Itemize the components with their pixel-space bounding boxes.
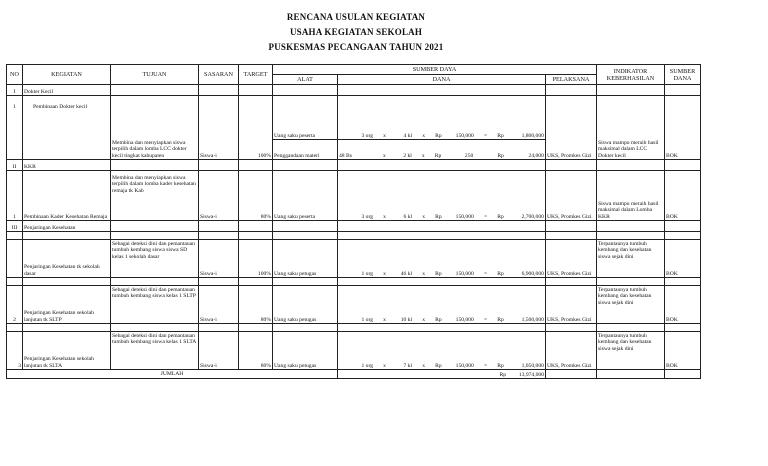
calc-eq: =: [483, 213, 488, 220]
calc-x: x: [383, 152, 386, 159]
row-tujuan: Membina dan menyiapkan siswa terpilih dalam lomba LCC dokter kecil tingkat kabupaten: [111, 96, 199, 160]
row-tujuan: Sebagai deteksi dini dan pemantauan tumbuh kembang siswa kelas 1 SLTP: [111, 286, 199, 324]
header-sumber-daya: SUMBER DAYA: [273, 65, 597, 75]
row-tujuan: Membina dan menyiapkan siswa terpilih dalam lomba kader kesehatan remaja tk Kab: [111, 171, 199, 221]
row-pelaksana: UKS, Promkes Gizi: [546, 286, 597, 324]
section-label: KKR: [23, 160, 111, 171]
header-dana: DANA: [338, 75, 546, 85]
document-title-block: [0, 10, 712, 55]
table-row: [7, 286, 701, 324]
table-row: [7, 240, 701, 278]
row-tujuan: Sebagai deteksi dini dan pemantauan tumbuh kembang siswa siswa SD kelas 1 sekolah dasar: [111, 240, 199, 278]
total-rp: Rp: [499, 371, 506, 378]
calc-qty: 3 org: [361, 132, 373, 139]
row-alat: Uang saku peserta: [273, 171, 338, 221]
calc-rp: Rp: [497, 213, 504, 220]
row-sasaran: Siswa-i: [199, 96, 239, 160]
row-number: [7, 240, 23, 278]
row-alat: Uang saku petugas: [273, 332, 338, 370]
calc-rp: Rp: [435, 132, 442, 139]
calc-price: 150,000: [455, 270, 474, 277]
section-row: [7, 160, 701, 171]
calc-x: x: [422, 316, 426, 323]
row-indikator: Terpantaunya tumbuh kembang dan kesehatan siswa sejak dini: [597, 286, 665, 324]
row-target: 80%: [239, 286, 273, 324]
calc-eq: =: [483, 270, 488, 277]
row-indikator: Terpantaunya tumbuh kembang dan kesehatan siswa sejak dini: [597, 240, 665, 278]
row-pelaksana: UKS, Promkes Gizi: [546, 96, 597, 160]
header-kegiatan: KEGIATAN: [23, 65, 111, 85]
calc-eq: =: [483, 132, 488, 139]
calc-x: x: [422, 270, 426, 277]
row-tujuan: Sebagai deteksi dini dan pemantauan tumbuh kembang siswa kelas 1 SLTA: [111, 332, 199, 370]
row-alat: Uang saku petugas: [273, 240, 338, 278]
calc-rp: Rp: [497, 132, 504, 139]
row-sasaran: Siswa-i: [199, 171, 239, 221]
row-number: 1: [7, 171, 23, 221]
calc-rp: Rp: [435, 270, 442, 277]
row-sumber: BOK: [665, 171, 701, 221]
calc-price: 250: [464, 152, 474, 159]
calc-x: x: [421, 152, 425, 159]
row-dana-calc: [338, 171, 546, 221]
calc-rp: Rp: [435, 213, 442, 220]
calc-qty: 48 Bs: [339, 152, 352, 159]
calc-x: x: [422, 362, 426, 369]
header-sumber-dana: SUMBER DANA: [665, 65, 701, 85]
total-value: 13,974,000: [518, 371, 544, 378]
row-target: 80%: [239, 171, 273, 221]
row-dana-calc: [338, 286, 546, 324]
calc-qty: 1 org: [361, 362, 373, 369]
section-row: [7, 85, 701, 96]
calc-mult: 2 kl: [403, 152, 412, 159]
table-row: [7, 96, 701, 140]
header-target: TARGET: [239, 65, 273, 85]
row-dana-calc: [338, 96, 546, 140]
calc-rp: Rp: [497, 316, 504, 323]
header-tujuan: TUJUAN: [111, 65, 199, 85]
row-dana-calc: [338, 140, 546, 160]
row-target: 80%: [239, 332, 273, 370]
row-kegiatan: Penjaringan Kesehatan sekolah lanjutan tk SLTP: [23, 286, 111, 324]
budget-table: [6, 64, 701, 379]
calc-total: 1,500,000: [521, 316, 544, 323]
row-sumber: BOK: [665, 240, 701, 278]
row-kegiatan: Pembinaan Kader Kesehatan Remaja: [23, 171, 111, 221]
row-pelaksana: UKS, Promkes Gizi: [546, 332, 597, 370]
row-alat: Penggandaan materi: [273, 140, 338, 160]
row-number: 2: [7, 286, 23, 324]
row-target: 100%: [239, 240, 273, 278]
section-number: II: [7, 160, 23, 171]
calc-mult: 46 kl: [400, 270, 413, 277]
row-sumber: BOK: [665, 286, 701, 324]
row-sumber: BOK: [665, 332, 701, 370]
row-sasaran: Siswa-i: [199, 240, 239, 278]
calc-x: x: [422, 213, 426, 220]
header-indikator: INDIKATOR KEBERHASILAN: [597, 65, 665, 85]
row-sasaran: Siswa-i: [199, 332, 239, 370]
calc-price: 150,000: [455, 213, 474, 220]
calc-mult: 4 kl: [403, 132, 413, 139]
calc-rp: Rp: [435, 362, 442, 369]
section-label: Penjaringan Kesehatan: [23, 221, 111, 232]
calc-eq: =: [483, 362, 488, 369]
calc-x: x: [383, 132, 386, 139]
calc-total: 2,700,000: [521, 213, 544, 220]
calc-price: 150,000: [455, 316, 474, 323]
calc-rp: Rp: [435, 316, 442, 323]
calc-total: 6,900,000: [521, 270, 544, 277]
row-pelaksana: UKS, Promkes Gizi: [546, 240, 597, 278]
total-amount: [338, 370, 546, 379]
header-pelaksana: PELAKSANA: [546, 75, 597, 85]
section-number: I: [7, 85, 23, 96]
total-row: [7, 370, 701, 379]
calc-x: x: [383, 213, 386, 220]
header-sasaran: SASARAN: [199, 65, 239, 85]
calc-rp: Rp: [497, 270, 504, 277]
calc-price: 150,000: [455, 362, 474, 369]
calc-x: x: [383, 270, 386, 277]
row-alat: Uang saku petugas: [273, 286, 338, 324]
row-indikator: Siswa mampu meraih hasil maksimal dalam Lomba KKR: [597, 171, 665, 221]
header-no: NO: [7, 65, 23, 85]
section-label: Dokter Kecil: [23, 85, 111, 96]
row-number: 1: [7, 96, 23, 160]
calc-rp: Rp: [497, 362, 504, 369]
calc-rp: Rp: [497, 152, 504, 159]
header-alat: ALAT: [273, 75, 338, 85]
calc-qty: 1 org: [361, 270, 373, 277]
calc-x: x: [383, 316, 386, 323]
row-indikator: Siswa mampu meraih hasil maksimal dalam LCC Dokter kecil: [597, 96, 665, 160]
calc-x: x: [422, 132, 426, 139]
title-line-1: RENCANA USULAN KEGIATAN: [286, 12, 426, 22]
row-sasaran: Siswa-i: [199, 286, 239, 324]
calc-price: 150,000: [455, 132, 474, 139]
table-row: [7, 332, 701, 370]
row-dana-calc: [338, 240, 546, 278]
total-label: JUMLAH: [7, 370, 338, 379]
calc-qty: 1 org: [361, 316, 373, 323]
row-indikator: Terpantaunya tumbuh kembang dan kesehatan siswa sejak dini: [597, 332, 665, 370]
calc-mult: 10 kl: [400, 316, 413, 323]
row-sumber: BOK: [665, 96, 701, 160]
row-kegiatan: Penjaringan Kesehatan sekolah lanjutan tk SLTA: [23, 332, 111, 370]
calc-eq: =: [483, 316, 488, 323]
calc-x: x: [383, 362, 386, 369]
row-kegiatan: Pembinaan Dokter kecil: [23, 96, 111, 160]
row-kegiatan: Penjaringan Kesehatan tk sekolah dasar: [23, 240, 111, 278]
calc-mult: 7 kl: [403, 362, 413, 369]
calc-total: 24,000: [528, 152, 544, 159]
calc-rp: Rp: [434, 152, 442, 159]
calc-total: 1,050,000: [521, 362, 544, 369]
calc-mult: 6 kl: [403, 213, 413, 220]
calc-total: 1,800,000: [521, 132, 544, 139]
section-number: III: [7, 221, 23, 232]
section-row: [7, 221, 701, 232]
table-row: [7, 171, 701, 221]
title-line-3: PUSKESMAS PECANGAAN TAHUN 2021: [268, 42, 444, 52]
row-target: 100%: [239, 96, 273, 160]
calc-qty: 3 org: [361, 213, 373, 220]
row-dana-calc: [338, 332, 546, 370]
row-number: 3: [7, 332, 23, 370]
row-alat: Uang saku peserta: [273, 96, 338, 140]
title-line-2: USAHA KEGIATAN SEKOLAH: [289, 27, 423, 37]
row-pelaksana: UKS, Promkes Gizi: [546, 171, 597, 221]
